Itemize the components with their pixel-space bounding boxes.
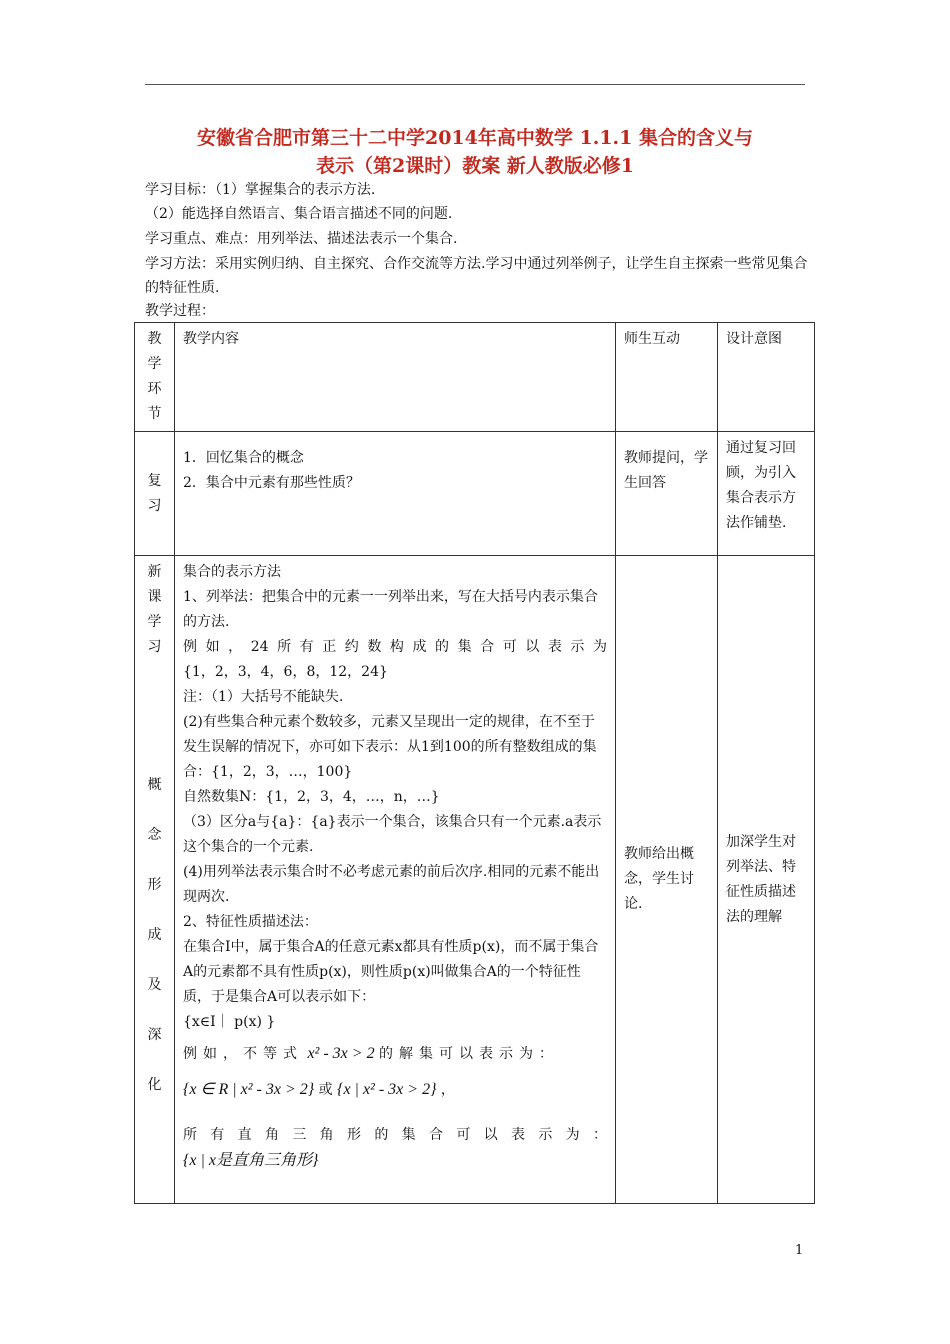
stage-concept: 概念形成及深化 bbox=[147, 777, 162, 1093]
content-line: (4)用列举法表示集合时不必考虑元素的前后次序.相同的元素不能出现两次. bbox=[183, 864, 600, 905]
header-intent: 设计意图 bbox=[718, 323, 815, 432]
new-lesson-content bbox=[175, 556, 616, 1204]
inequality-example: 例如，不等式 x² - 3x > 2 的解集可以表示为： bbox=[183, 1045, 560, 1062]
review-row bbox=[135, 432, 815, 556]
title-line-1: 安徽省合肥市第三十二中学2014年高中数学 1.1.1 集合的含义与 bbox=[196, 127, 753, 149]
new-lesson-stage bbox=[135, 556, 175, 1204]
set-builder-examples: {x ∈ R | x² - 3x > 2} 或 {x | x² - 3x > 2} ， bbox=[183, 1081, 455, 1098]
document-title bbox=[130, 124, 820, 180]
new-lesson-row bbox=[135, 556, 815, 1204]
content-line: 2、特征性质描述法： bbox=[183, 914, 318, 930]
review-item-1: 1．回忆集合的概念 bbox=[183, 450, 304, 466]
learning-goal: 学习目标：（1）掌握集合的表示方法. bbox=[145, 182, 376, 198]
review-content bbox=[175, 432, 616, 556]
content-line: (2)有些集合种元素个数较多，元素又呈现出一定的规律，在不至于发生误解的情况下，亦可如下表示：从1到100的所有整数组成的集合：{1，2，3，…，100} bbox=[183, 714, 597, 780]
content-line: 1、列举法：把集合中的元素一一列举出来，写在大括号内表示集合的方法. bbox=[183, 589, 598, 630]
lesson-table bbox=[134, 322, 815, 1204]
content-line: {x∈I｜ p(x) } bbox=[183, 1014, 276, 1030]
table-header-row bbox=[135, 323, 815, 432]
stage-new-course: 新课学习 bbox=[147, 564, 162, 655]
process-label: 教学过程： bbox=[145, 303, 215, 319]
review-intent: 通过复习回顾，为引入集合表示方法作铺垫. bbox=[718, 432, 815, 556]
review-item-2: 2．集合中元素有那些性质？ bbox=[183, 475, 360, 491]
content-line: 例如，24所有正约数构成的集合可以表示为 bbox=[183, 639, 607, 655]
new-lesson-intent: 加深学生对列举法、特征性质描述法的理解 bbox=[718, 556, 815, 1204]
header-interaction: 师生互动 bbox=[616, 323, 718, 432]
inequality-formula: x² - 3x > 2 bbox=[307, 1045, 375, 1062]
content-line: 在集合I中，属于集合A的任意元素x都具有性质p(x)，而不属于集合A的元素都不具有性质p(x)，则性质p(x)叫做集合A的一个特征性质，于是集合A可以表示如下： bbox=[183, 939, 599, 1005]
key-points: 学习重点、难点：用列举法、描述法表示一个集合. bbox=[145, 231, 458, 247]
set-formula-2: {x | x² - 3x > 2} bbox=[337, 1081, 437, 1098]
content-line: 集合的表示方法 bbox=[183, 564, 281, 580]
content-line: 注：（1）大括号不能缺失. bbox=[183, 689, 344, 705]
learning-method: 学习方法：采用实例归纳、自主探究、合作交流等方法.学习中通过列举例子，让学生自主探索一些常见集合的特征性质. bbox=[145, 256, 808, 296]
review-stage: 复习 bbox=[135, 432, 175, 556]
content-line: 所有直角三角形的集合可以表示为： bbox=[183, 1127, 607, 1143]
set-formula-1: {x ∈ R | x² - 3x > 2} bbox=[183, 1081, 315, 1098]
page-number: 1 bbox=[795, 1243, 804, 1258]
title-line-2: 表示（第2课时）教案 新人教版必修1 bbox=[315, 155, 635, 177]
learning-goal-2: （2）能选择自然语言、集合语言描述不同的问题. bbox=[145, 206, 453, 222]
content-line: {1，2，3，4，6，8，12，24} bbox=[183, 664, 388, 680]
content-line: （3）区分a与{a}：{a}表示一个集合，该集合只有一个元素.a表示这个集合的一个元素. bbox=[183, 814, 602, 855]
header-rule bbox=[145, 84, 805, 85]
new-lesson-interaction: 教师给出概念，学生讨论. bbox=[616, 556, 718, 1204]
set-formula-3: {x | x是直角三角形} bbox=[183, 1152, 319, 1169]
header-stage: 教学环节 bbox=[135, 323, 175, 432]
header-content: 教学内容 bbox=[175, 323, 616, 432]
content-line: 自然数集N：{1，2，3，4，…，n，…} bbox=[183, 789, 440, 805]
review-interaction: 教师提问，学生回答 bbox=[616, 432, 718, 556]
